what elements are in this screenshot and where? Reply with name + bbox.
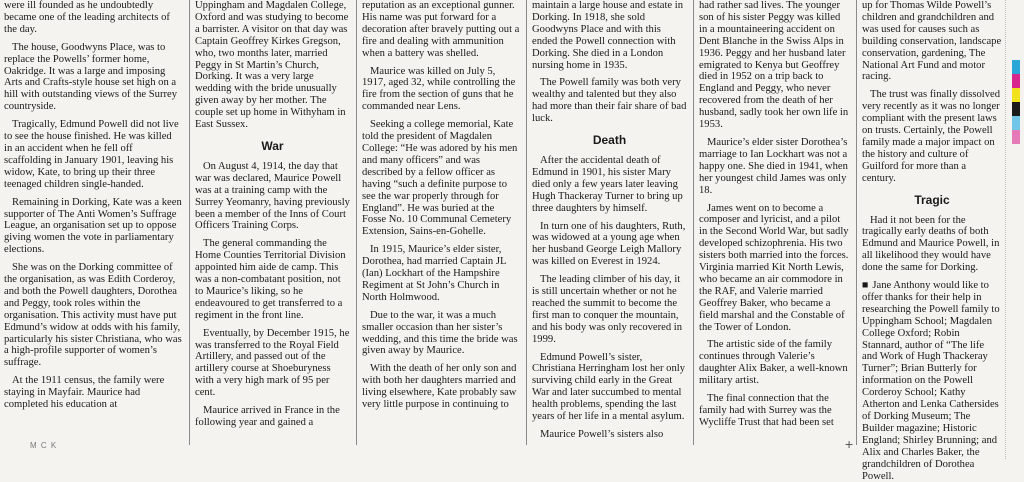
column-rule bbox=[189, 0, 190, 445]
article-paragraph: In turn one of his daughters, Ruth, was widowed at a young age when her husband George Leigh Mallory was killed on Everest in 1924. bbox=[532, 220, 686, 268]
article-paragraph: Tragically, Edmund Powell did not live to see the house finished. He was killed in an accident when he fell off scaffolding in January 1901, leaving his widow, Kate, to bring up their three teenaged children single-handed. bbox=[4, 119, 179, 190]
article-paragraph: Maurice Powell’s sisters also bbox=[540, 429, 664, 440]
registration-mark: + bbox=[845, 436, 854, 452]
article-paragraph: were ill founded as he undoubtedly became one of the leading architects of the day. bbox=[4, 0, 170, 35]
page-trim-line bbox=[1005, 0, 1006, 459]
article-paragraph: Uppingham and Magdalen College, Oxford and was studying to become a barrister. A visitor on that day was Captain Geoffrey Kirkes Gregson, who, two months later, married Peggy in St Martin’s Church, Dorking. It was a very large wedding with the bride unusually given away by her mother. The couple set up home in Withyham in East Sussex. bbox=[195, 0, 349, 131]
article-paragraph: Due to the war, it was a much smaller occasion than her sister’s wedding, and this time the bride was given away by Maurice. bbox=[362, 309, 518, 357]
print-color-bar bbox=[1012, 60, 1020, 144]
article-paragraph: reputation as an exceptional gunner. His name was put forward for a decoration after bravely putting out a fire and dealing with ammunition when a battery was shelled. bbox=[362, 0, 520, 59]
article-paragraph: With the death of her only son and with both her daughters married and living elsewhere, Kate probably saw very little purpose in continuing to bbox=[362, 363, 517, 411]
article-column-1 bbox=[4, 0, 182, 452]
color-swatch bbox=[1012, 116, 1020, 130]
article-column-2 bbox=[195, 0, 350, 452]
article-column-6 bbox=[862, 0, 1002, 482]
article-paragraph: up for Thomas Wilde Powell’s children and grandchildren and was used for causes such as building conservation, landscape conservation, gardening, The National Art Fund and motor racing. bbox=[862, 0, 1002, 83]
article-paragraph: The trust was finally dissolved very recently as it was no longer compliant with the present laws on trusts. Certainly, the Powell family made a major impact on the history and culture of Guilford for more than a century. bbox=[862, 89, 1001, 184]
article-paragraph: At the 1911 census, the family were staying in Mayfair. Maurice had completed his education at bbox=[4, 375, 165, 411]
acknowledgement-paragraph: ■ Jane Anthony would like to offer thanks for their help in researching the Powell family to Uppingham School; Magdalen College Oxford; Robin Stannard, author of “The life and Work of Hugh Thackeray Turner”; Brian Butterly for information on the Powell Corderoy School; Kathy Atherton and Lenka Cathersides of Dorking Museum; The Builder magazine; Historic England; Shirley Brunning; and Alix and Charles Baker, the grandchildren of Dorothea Powell. bbox=[862, 280, 1002, 482]
article-paragraph: maintain a large house and estate in Dorking. In 1918, she sold Goodwyns Place and with this ended the Powell connection with Dorking. She died in a London nursing home in 1935. bbox=[532, 0, 684, 71]
article-paragraph: Edmund Powell’s sister, Christiana Herringham lost her only surviving child early in the Great War and later succumbed to mental health problems, spending the last years of her life in a mental asylum. bbox=[532, 351, 685, 423]
column-rule bbox=[693, 0, 694, 445]
article-column-5 bbox=[699, 0, 849, 452]
article-paragraph: Maurice’s elder sister Dorothea’s marriage to Ian Lockhart was not a happy one. She died in 1941, when her youngest child James was only 18. bbox=[699, 136, 848, 196]
article-paragraph: The house, Goodwyns Place, was to replace the Powells’ former home, Oakridge. It was a large and imposing Arts and Crafts-style house set high on a hill with outstanding views of the Surrey countryside. bbox=[4, 41, 178, 113]
article-paragraph: The leading climber of his day, it is still uncertain whether or not he reached the summit to become the first man to conquer the mountain, and his body was only recovered in 1999. bbox=[532, 274, 683, 345]
color-swatch bbox=[1012, 102, 1020, 116]
article-paragraph: In 1915, Maurice’s elder sister, Dorothea, had married Captain JL (Ian) Lockhart of the Hampshire Regiment at St John’s Church in North Holmwood. bbox=[362, 244, 507, 303]
section-heading: War bbox=[261, 138, 284, 153]
column-rule bbox=[356, 0, 357, 445]
column-rule bbox=[526, 0, 527, 445]
article-paragraph: Maurice was killed on July 5, 1917, aged 32, while controlling the fire from the section of guns that he commanded near Lens. bbox=[362, 65, 516, 113]
color-swatch bbox=[1012, 88, 1020, 102]
article-paragraph: Had it not been for the tragically early deaths of both Edmund and Maurice Powell, in all likelihood they would have done the same for Dorking. bbox=[862, 214, 1000, 274]
article-paragraph: Eventually, by December 1915, he was transferred to the Royal Field Artillery, and passed out of the artillery course at Shoeburyness with a very high mark of 95 per cent. bbox=[195, 327, 350, 399]
color-swatch bbox=[1012, 74, 1020, 88]
article-paragraph: She was on the Dorking committee of the organisation, as was Edith Corderoy, and both the Powell daughters, Dorothea and Peggy, took roles within the organisation. This activity must have put Edmund’s widow at odds with his family, particularly his sister Christiana, who was a high-profile supporter of women’s suffrage. bbox=[4, 262, 182, 369]
article-paragraph: The artistic side of the family continues through Valerie’s daughter Alix Baker, a well-known military artist. bbox=[699, 339, 848, 387]
color-swatch bbox=[1012, 60, 1020, 74]
article-paragraph: The general commanding the Home Counties Territorial Division appointed him aide de camp. This was a non-combatant position, not to Maurice’s liking, so he endeavoured to get transferred to a regiment in the front line. bbox=[195, 238, 346, 321]
print-marks: M C K bbox=[30, 441, 58, 450]
column-rule bbox=[856, 0, 857, 445]
article-paragraph: After the accidental death of Edmund in 1901, his sister Mary died only a few years later leaving Hugh Thackeray Turner to bring up three daughters by himself. bbox=[532, 154, 683, 214]
section-heading: Death bbox=[592, 133, 627, 148]
article-paragraph: James went on to become a composer and lyricist, and a pilot in the Second World War, but sadly developed schizophrenia. His two sisters both married into the forces. Virginia married Kit North Lewis, who became an air commodore in the RAF, and Valerie married Geoffrey Baker, who became a field marshal and the Constable of the Tower of London. bbox=[699, 202, 849, 333]
article-paragraph: The final connection that the family had with Surrey was the Wycliffe Trust that had been set bbox=[699, 393, 834, 428]
article-paragraph: Maurice arrived in France in the following year and gained a bbox=[195, 405, 340, 428]
article-paragraph: On August 4, 1914, the day that war was declared, Maurice Powell was at a training camp with the Surrey Yeomanry, having previously been a member of the Inns of Court Officers Training Corps. bbox=[195, 160, 350, 232]
article-column-4 bbox=[532, 0, 687, 452]
article-paragraph: had rather sad lives. The younger son of his sister Peggy was killed in a mountaineering accident on Dent Blanche in the Swiss Alps in 1936. Peggy and her husband later emigrated to Kenya but Geoffrey died in 1952 on a trip back to England and Peggy, who never recovered from the death of her husband, sadly took her own life in 1953. bbox=[699, 0, 849, 131]
article-column-3 bbox=[362, 0, 520, 452]
article-paragraph: Seeking a college memorial, Kate told the president of Magdalen College: “He was adored by his men and many officers” and was described by a fellow officer as having “such a definite purpose to see the war properly through for England”. He was buried at the Fosse No. 10 Communal Cemetery Extension, Sains-en-Gohelle. bbox=[362, 119, 518, 238]
article-paragraph: The Powell family was both very wealthy and talented but they also had more than their fair share of bad luck. bbox=[532, 77, 687, 125]
color-swatch bbox=[1012, 130, 1020, 144]
section-heading: Tragic bbox=[914, 192, 950, 207]
article-paragraph: Remaining in Dorking, Kate was a keen supporter of The Anti Women’s Suffrage League, an organisation set up to oppose giving women the vote in parliamentary elections. bbox=[4, 196, 182, 256]
